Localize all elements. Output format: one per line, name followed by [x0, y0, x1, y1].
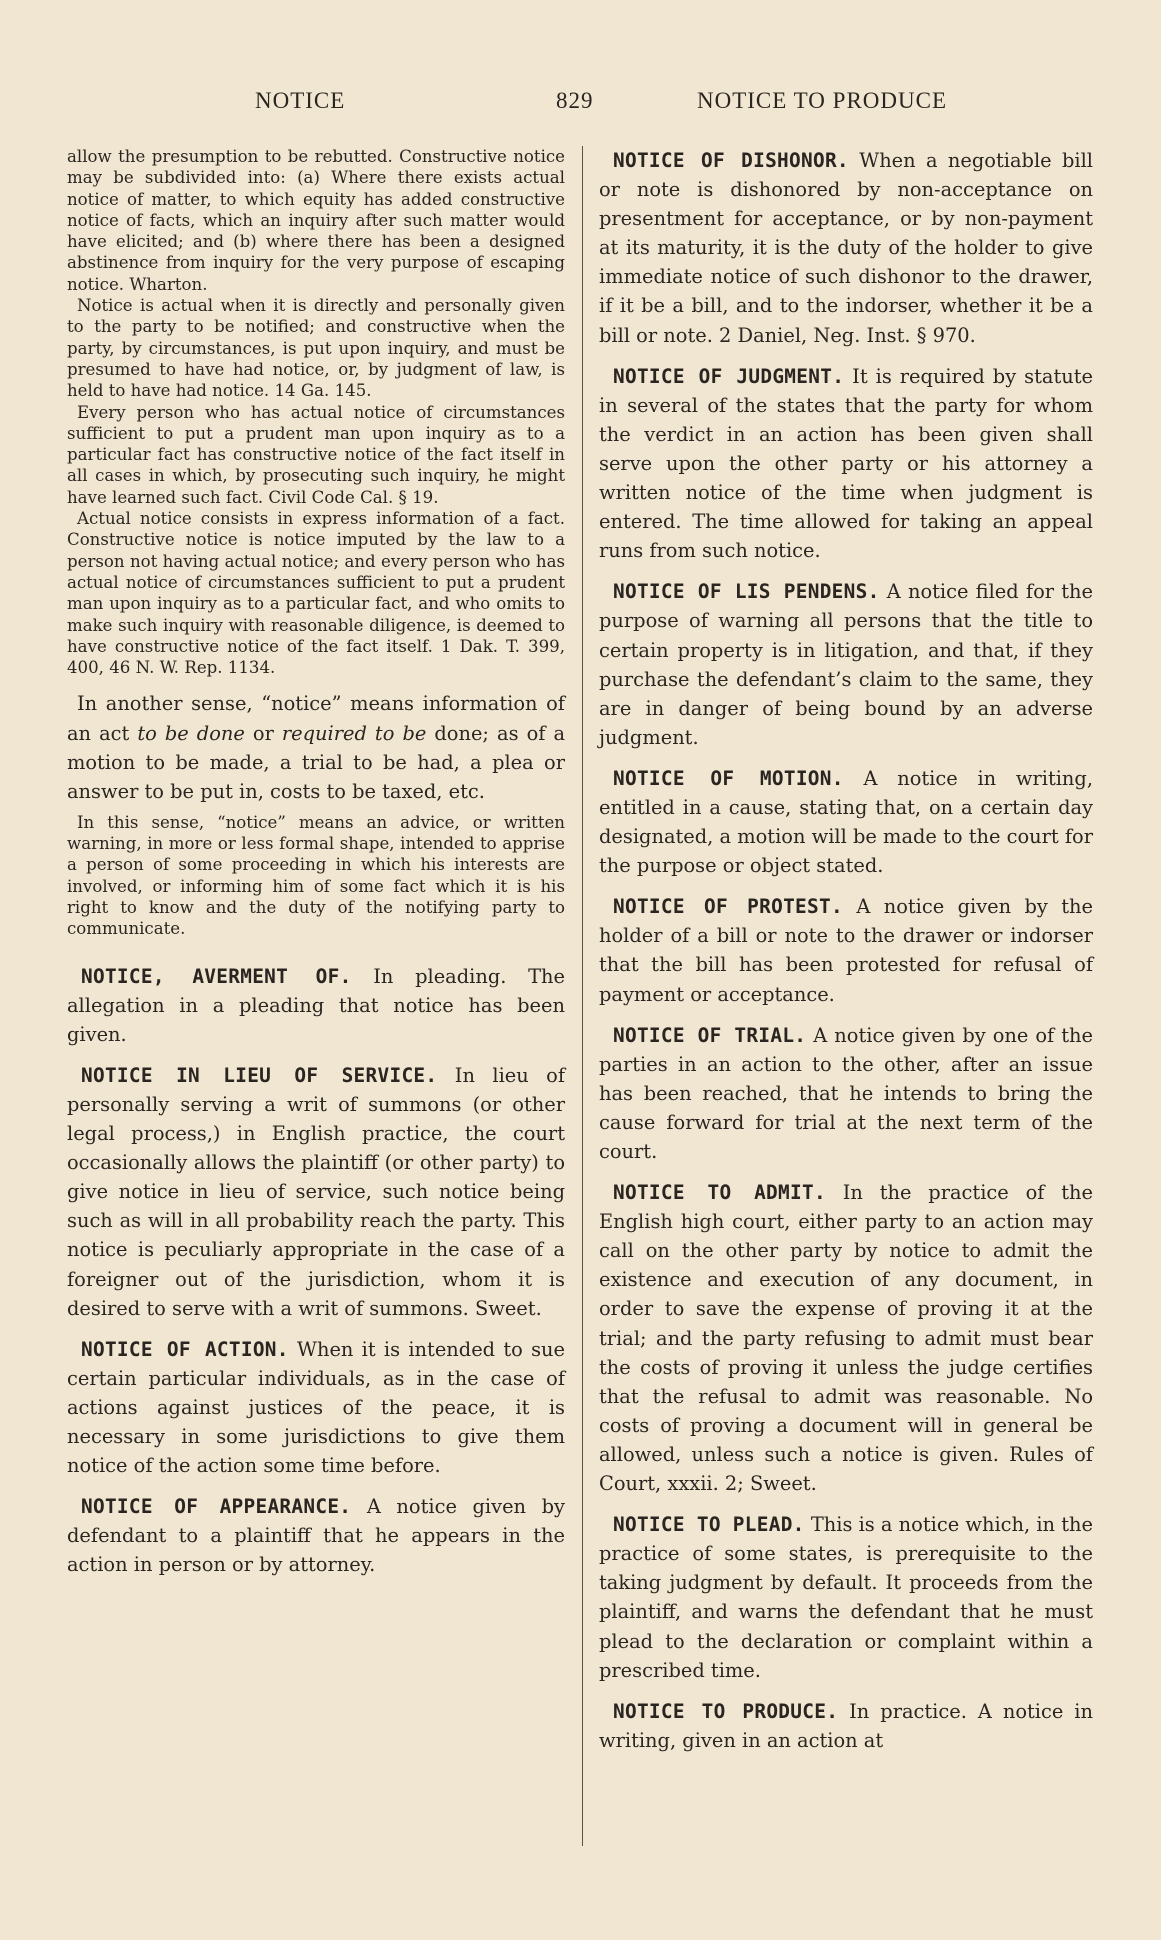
entry-notice-in-lieu-of-service: [67, 1061, 565, 1323]
entry-headword: NOTICE OF TRIAL.: [613, 1023, 807, 1047]
entry-definition: A notice given by one of the parties in an action to the other, after an issue has been reached, that he intends to bring the cause forward for trial at the next term of the court.: [599, 1023, 1093, 1163]
entry-notice-of-action: [67, 1335, 565, 1480]
entry-notice-of-trial: [599, 1021, 1093, 1166]
entry-headword: NOTICE OF MOTION.: [613, 766, 844, 790]
entry-headword: NOTICE TO PLEAD.: [613, 1513, 805, 1537]
entry-headword: NOTICE TO PRODUCE.: [613, 1699, 839, 1723]
paragraph-dakota: Actual notice consists in express information of a fact. Constructive notice is notice imputed by the law to a person not having actual notice; and every person who has actual notice of circumstances sufficient to put a prudent man upon inquiry as to a particular fact, and who omits to make such inquiry with reasonable diligence, is deemed to have constructive notice of the fact itself. 1 Dak. T. 399, 400, 46 N. W. Rep. 1134.: [67, 509, 565, 678]
entry-headword: NOTICE OF APPEARANCE.: [81, 1495, 352, 1519]
left-column: [67, 146, 565, 1579]
entry-definition: A notice filed for the purpose of warning all persons that the title to certain property is in litigation, and that, if they purchase the defendant’s claim to the same, they are in danger of being bound by an adverse judgment.: [599, 580, 1093, 749]
entry-notice-averment-of: [67, 962, 565, 1049]
entry-notice-of-motion: [599, 764, 1093, 880]
entry-notice-to-admit: [599, 1178, 1093, 1498]
paragraph-this-sense: In this sense, “notice” means an advice, or written warning, in more or less formal shape, intended to apprise a person of some proceeding in which his interests are involved, or informing him of some fact which it is his right to know and the duty of the notifying party to communicate.: [67, 812, 565, 939]
entry-headword: NOTICE TO ADMIT.: [613, 1181, 826, 1205]
paragraph-civil-code: Every person who has actual notice of circumstances sufficient to put a prudent man upon inquiry as to a particular fact has constructive notice of the fact itself in all cases in which, by prosecuting such inquiry, he might have learned such fact. Civil Code Cal. § 19.: [67, 402, 565, 507]
entry-definition: It is required by statute in several of the states that the party for whom the verdict in an action has been given shall serve upon the other party or his attorney a written notice of the time when judgment is entered. The time allowed for taking an appeal runs from such notice.: [599, 364, 1093, 563]
entry-definition: This is a notice which, in the practice of some states, is prerequisite to the taking judgment by default. It proceeds from the plaintiff, and warns the defendant that he must plead to the declaration or complaint within a prescribed time.: [599, 1513, 1093, 1682]
entry-notice-to-produce: [599, 1697, 1093, 1755]
entry-definition: In lieu of personally serving a writ of summons (or other legal process,) in English practice, the court occasionally allows the plaintiff (or other party) to give notice in lieu of service, such notice being such as will in all probability reach the party. This notice is peculiarly appropriate in the case of a foreigner out of the jurisdiction, whom it is desired to serve with a writ of summons. Sweet.: [67, 1063, 566, 1320]
paragraph-another-sense: In another sense, “notice” means information of an act to be done or required to be done; as of a motion to be made, a trial to be had, a plea or answer to be put in, costs to be taxed, etc.: [67, 692, 566, 803]
entry-notice-to-plead: [599, 1510, 1093, 1685]
entry-headword: NOTICE, AVERMENT OF.: [81, 964, 352, 988]
entry-definition: In the practice of the English high court, either party to an action may call on the other party by notice to admit the existence and execution of any document, in order to save the expense of proving it at the trial; and the party refusing to admit must bear the costs of proving it unless the judge certifies that the refusal to admit was reasonable. No costs of proving a document will in general be allowed, unless such a notice is given. Rules of Court, xxxii. 2; Sweet.: [599, 1181, 1093, 1496]
entry-headword: NOTICE OF LIS PENDENS.: [613, 580, 880, 604]
header-right-guideword: NOTICE TO PRODUCE: [697, 88, 947, 113]
entry-notice-of-judgment: [599, 362, 1093, 566]
column-divider: [582, 146, 583, 1846]
entry-headword: NOTICE OF PROTEST.: [613, 895, 843, 919]
entry-headword: NOTICE OF JUDGMENT.: [613, 364, 845, 388]
entry-definition: In pleading. The allegation in a pleading that notice has been given.: [67, 964, 565, 1046]
entry-notice-of-dishonor: [599, 146, 1093, 350]
entry-headword: NOTICE IN LIEU OF SERVICE.: [81, 1063, 438, 1087]
page-number: 829: [556, 88, 594, 113]
paragraph-continuation: allow the presumption to be rebutted. Constructive notice may be subdivided into: (a) Where there exists actual notice of matter, to which equity has added constructive notice of facts, which an inquiry after such matter would have elicited; and (b) where there has been a designed abstinence from inquiry for the very purpose of escaping notice. Wharton.: [67, 147, 565, 294]
paragraph-actual-constructive: Notice is actual when it is directly and personally given to the party to be notified; and constructive when the party, by circumstances, is put upon inquiry, and must be presumed to have had notice, or, by judgment of law, is held to have had notice. 14 Ga. 145.: [67, 296, 565, 401]
header-left-guideword: NOTICE: [255, 88, 346, 113]
entry-definition: When it is intended to sue certain particular individuals, as in the case of actions against justices of the peace, it is necessary in some jurisdictions to give them notice of the action some time before.: [67, 1337, 566, 1478]
entry-definition: A notice given by the holder of a bill or note to the drawer or indorser that the bill has been protested for refusal of payment or acceptance.: [599, 895, 1093, 1006]
running-header: [0, 88, 1161, 118]
entry-notice-of-appearance: [67, 1492, 565, 1579]
entry-headword: NOTICE OF ACTION.: [81, 1337, 289, 1361]
entry-definition: A notice given by defendant to a plaintiff that he appears in the action in person or by attorney.: [67, 1495, 565, 1577]
entry-definition: When a negotiable bill or note is dishonored by non-acceptance on presentment for acceptance, or by non-payment at its maturity, it is the duty of the holder to give immediate notice of such dishonor to the drawer, if it be a bill, and to the indorser, whether it be a bill or note. 2 Daniel, Neg. Inst. § 970.: [599, 149, 1093, 347]
entry-headword: NOTICE OF DISHONOR.: [613, 149, 849, 172]
entry-notice-of-lis-pendens: [599, 577, 1093, 752]
entry-definition: In practice. A notice in writing, given in an action at: [599, 1699, 1093, 1752]
entry-notice-of-protest: [599, 892, 1093, 1008]
entry-definition: A notice in writing, entitled in a cause, stating that, on a certain day designated, a motion will be made to the court for the purpose or object stated.: [599, 766, 1093, 878]
right-column: [599, 146, 1093, 1755]
